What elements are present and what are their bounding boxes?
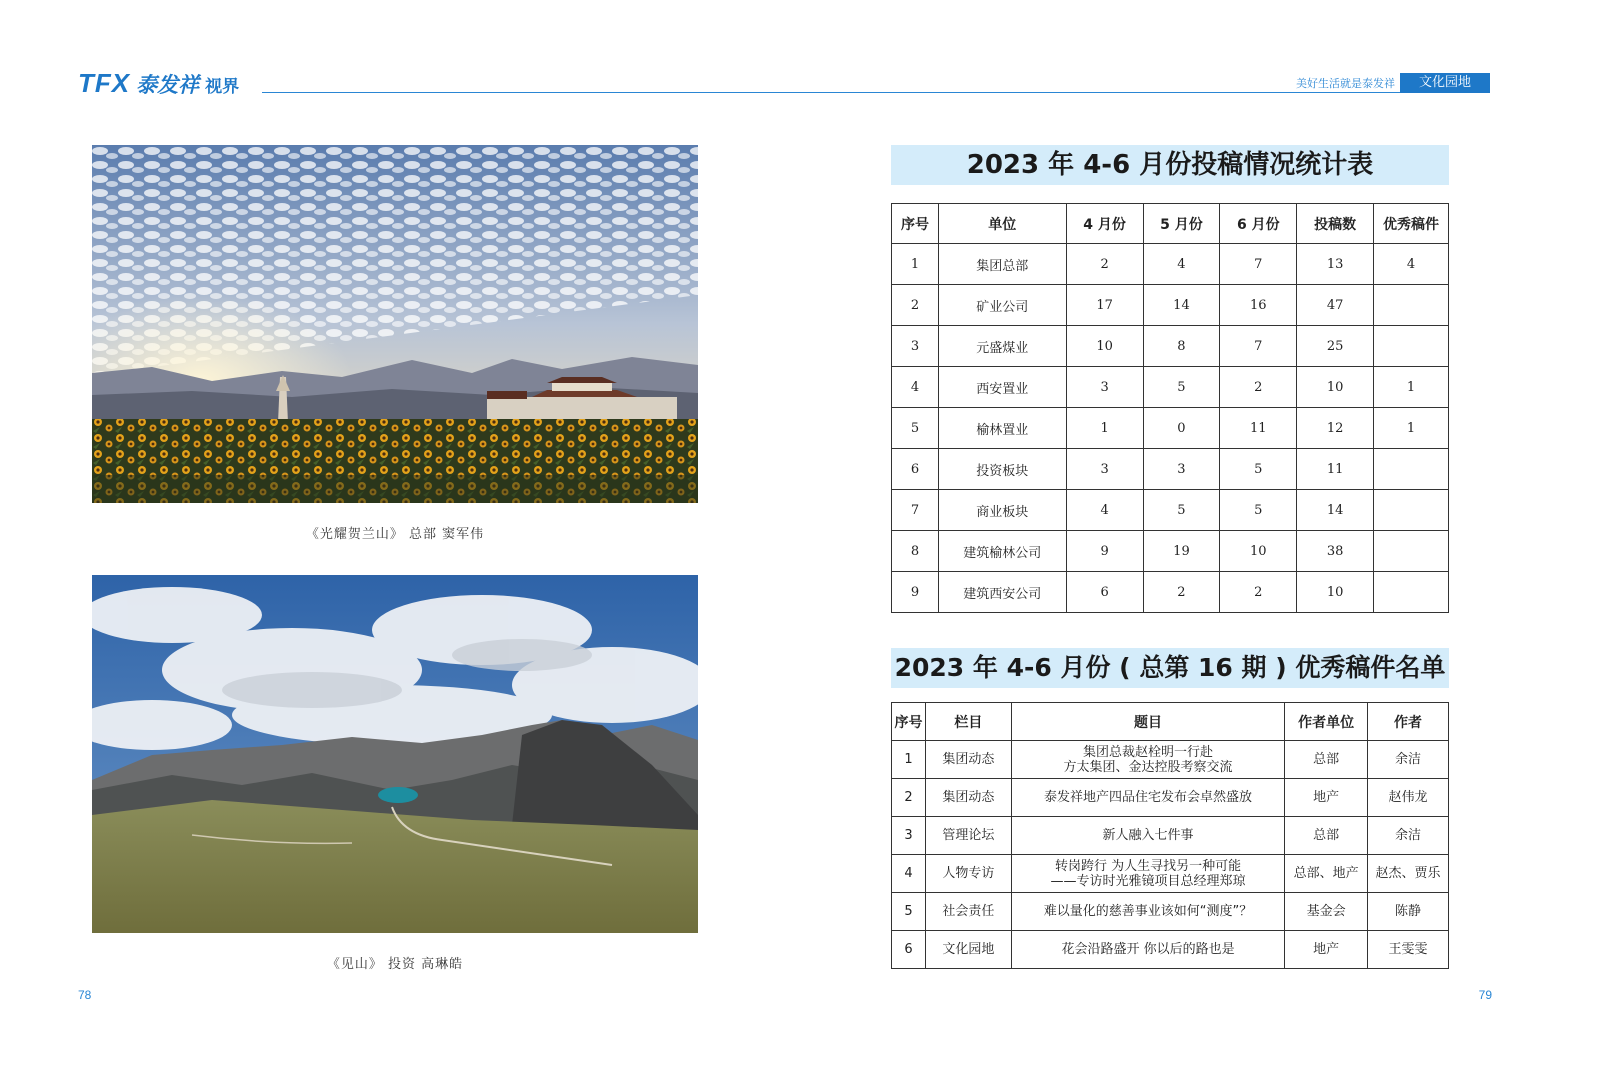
cell-unit: 元盛煤业 <box>938 326 1066 367</box>
column-header-june: 6 月份 <box>1220 204 1297 244</box>
cell-column: 人物专访 <box>925 855 1011 893</box>
column-header-index: 序号 <box>892 703 926 741</box>
table-row <box>892 931 1449 969</box>
brand-chinese: 泰发祥 <box>136 73 200 97</box>
cell-index: 3 <box>892 817 926 855</box>
cell-total: 10 <box>1297 367 1374 408</box>
photo-sunflower-field <box>92 145 698 503</box>
cell-author: 赵伟龙 <box>1368 779 1449 817</box>
sunflower-landscape-image <box>92 145 698 503</box>
column-header-index: 序号 <box>892 204 939 244</box>
cell-column: 集团动态 <box>925 779 1011 817</box>
cell-unit: 西安置业 <box>938 367 1066 408</box>
photo-mountain-lake <box>92 575 698 933</box>
cell-june: 16 <box>1220 285 1297 326</box>
photo-caption: 《见山》 投资 高琳皓 <box>326 957 464 972</box>
submission-stats-table <box>891 203 1449 613</box>
cell-author: 王雯雯 <box>1368 931 1449 969</box>
cell-april: 6 <box>1066 572 1143 613</box>
brand-latin: TFX <box>78 68 131 98</box>
header-rule <box>262 92 1490 93</box>
table-header-row <box>892 204 1449 244</box>
cell-index: 7 <box>892 490 939 531</box>
column-header-total: 投稿数 <box>1297 204 1374 244</box>
cell-author-unit: 地产 <box>1285 779 1368 817</box>
table-row <box>892 367 1449 408</box>
cell-index: 8 <box>892 531 939 572</box>
cell-author-unit: 总部 <box>1285 741 1368 779</box>
cell-unit: 商业板块 <box>938 490 1066 531</box>
cell-april: 1 <box>1066 408 1143 449</box>
cell-june: 10 <box>1220 531 1297 572</box>
cell-june: 7 <box>1220 326 1297 367</box>
header-slogan: 美好生活就是泰发祥 <box>1296 77 1395 90</box>
cell-june: 5 <box>1220 449 1297 490</box>
cell-column: 社会责任 <box>925 893 1011 931</box>
cell-may: 5 <box>1143 490 1220 531</box>
cell-april: 10 <box>1066 326 1143 367</box>
cell-author: 余洁 <box>1368 817 1449 855</box>
cell-column: 集团动态 <box>925 741 1011 779</box>
column-header-column: 栏目 <box>925 703 1011 741</box>
table-header-row <box>892 703 1449 741</box>
cell-may: 2 <box>1143 572 1220 613</box>
table-row <box>892 408 1449 449</box>
cell-may: 0 <box>1143 408 1220 449</box>
table-row <box>892 490 1449 531</box>
cell-june: 7 <box>1220 244 1297 285</box>
cell-index: 4 <box>892 855 926 893</box>
cell-april: 17 <box>1066 285 1143 326</box>
cell-index: 2 <box>892 779 926 817</box>
cell-unit: 集团总部 <box>938 244 1066 285</box>
cell-may: 8 <box>1143 326 1220 367</box>
table-row <box>892 326 1449 367</box>
cell-index: 1 <box>892 244 939 285</box>
cell-april: 3 <box>1066 449 1143 490</box>
table-row <box>892 572 1449 613</box>
cell-excellent: 1 <box>1374 367 1449 408</box>
table-row <box>892 779 1449 817</box>
column-header-april: 4 月份 <box>1066 204 1143 244</box>
table-row <box>892 285 1449 326</box>
column-header-author: 作者 <box>1368 703 1449 741</box>
cell-index: 4 <box>892 367 939 408</box>
cell-author: 余洁 <box>1368 741 1449 779</box>
cell-total: 14 <box>1297 490 1374 531</box>
cell-may: 19 <box>1143 531 1220 572</box>
brand-suffix: 视界 <box>205 77 240 97</box>
table-row <box>892 817 1449 855</box>
cell-total: 25 <box>1297 326 1374 367</box>
page-number-right: 79 <box>1478 988 1492 1002</box>
excellent-table-title: 2023 年 4-6 月份 ( 总第 16 期 ) 优秀稿件名单 <box>891 648 1449 688</box>
section-tag: 文化园地 <box>1400 73 1490 93</box>
cell-index: 9 <box>892 572 939 613</box>
cell-april: 2 <box>1066 244 1143 285</box>
cell-excellent <box>1374 490 1449 531</box>
cell-author-unit: 总部、地产 <box>1285 855 1368 893</box>
cell-june: 5 <box>1220 490 1297 531</box>
table-row <box>892 893 1449 931</box>
cell-excellent <box>1374 449 1449 490</box>
cell-title: 花会沿路盛开 你以后的路也是 <box>1011 931 1284 969</box>
cell-unit: 建筑西安公司 <box>938 572 1066 613</box>
table-row <box>892 741 1449 779</box>
page-number-left: 78 <box>78 988 92 1002</box>
cell-june: 2 <box>1220 572 1297 613</box>
cell-author-unit: 基金会 <box>1285 893 1368 931</box>
cell-unit: 投资板块 <box>938 449 1066 490</box>
cell-column: 文化园地 <box>925 931 1011 969</box>
table-row <box>892 244 1449 285</box>
table-row <box>892 531 1449 572</box>
mountain-landscape-image <box>92 575 698 933</box>
cell-unit: 矿业公司 <box>938 285 1066 326</box>
brand-logo <box>78 68 239 99</box>
cell-june: 11 <box>1220 408 1297 449</box>
cell-index: 3 <box>892 326 939 367</box>
cell-author-unit: 地产 <box>1285 931 1368 969</box>
cell-unit: 榆林置业 <box>938 408 1066 449</box>
table-row <box>892 855 1449 893</box>
column-header-title: 题目 <box>1011 703 1284 741</box>
cell-total: 10 <box>1297 572 1374 613</box>
cell-title: 难以量化的慈善事业该如何“测度”？ <box>1011 893 1284 931</box>
column-header-unit: 单位 <box>938 204 1066 244</box>
cell-index: 1 <box>892 741 926 779</box>
column-header-may: 5 月份 <box>1143 204 1220 244</box>
cell-excellent: 1 <box>1374 408 1449 449</box>
cell-total: 47 <box>1297 285 1374 326</box>
cell-excellent <box>1374 285 1449 326</box>
cell-unit: 建筑榆林公司 <box>938 531 1066 572</box>
cell-april: 3 <box>1066 367 1143 408</box>
cell-column: 管理论坛 <box>925 817 1011 855</box>
cell-total: 13 <box>1297 244 1374 285</box>
cell-index: 6 <box>892 931 926 969</box>
cell-title: 泰发祥地产四品住宅发布会卓然盛放 <box>1011 779 1284 817</box>
cell-author-unit: 总部 <box>1285 817 1368 855</box>
cell-april: 4 <box>1066 490 1143 531</box>
cell-may: 3 <box>1143 449 1220 490</box>
cell-excellent: 4 <box>1374 244 1449 285</box>
cell-index: 6 <box>892 449 939 490</box>
cell-author: 赵杰、贾乐 <box>1368 855 1449 893</box>
column-header-author-unit: 作者单位 <box>1285 703 1368 741</box>
cell-title: 集团总裁赵栓明一行赴 方太集团、金达控股考察交流 <box>1011 741 1284 779</box>
cell-total: 12 <box>1297 408 1374 449</box>
cell-may: 14 <box>1143 285 1220 326</box>
excellent-articles-table <box>891 702 1449 969</box>
cell-total: 11 <box>1297 449 1374 490</box>
cell-index: 5 <box>892 408 939 449</box>
cell-total: 38 <box>1297 531 1374 572</box>
cell-title: 新人融入七件事 <box>1011 817 1284 855</box>
cell-excellent <box>1374 572 1449 613</box>
cell-excellent <box>1374 326 1449 367</box>
cell-excellent <box>1374 531 1449 572</box>
photo-caption: 《光耀贺兰山》 总部 窦军伟 <box>305 527 485 542</box>
cell-june: 2 <box>1220 367 1297 408</box>
cell-april: 9 <box>1066 531 1143 572</box>
cell-title: 转岗跨行 为人生寻找另一种可能 ——专访时光雅镜项目总经理郑琼 <box>1011 855 1284 893</box>
column-header-excellent: 优秀稿件 <box>1374 204 1449 244</box>
cell-may: 4 <box>1143 244 1220 285</box>
stats-table-title: 2023 年 4-6 月份投稿情况统计表 <box>891 145 1449 185</box>
cell-author: 陈静 <box>1368 893 1449 931</box>
cell-may: 5 <box>1143 367 1220 408</box>
table-row <box>892 449 1449 490</box>
cell-index: 2 <box>892 285 939 326</box>
cell-index: 5 <box>892 893 926 931</box>
